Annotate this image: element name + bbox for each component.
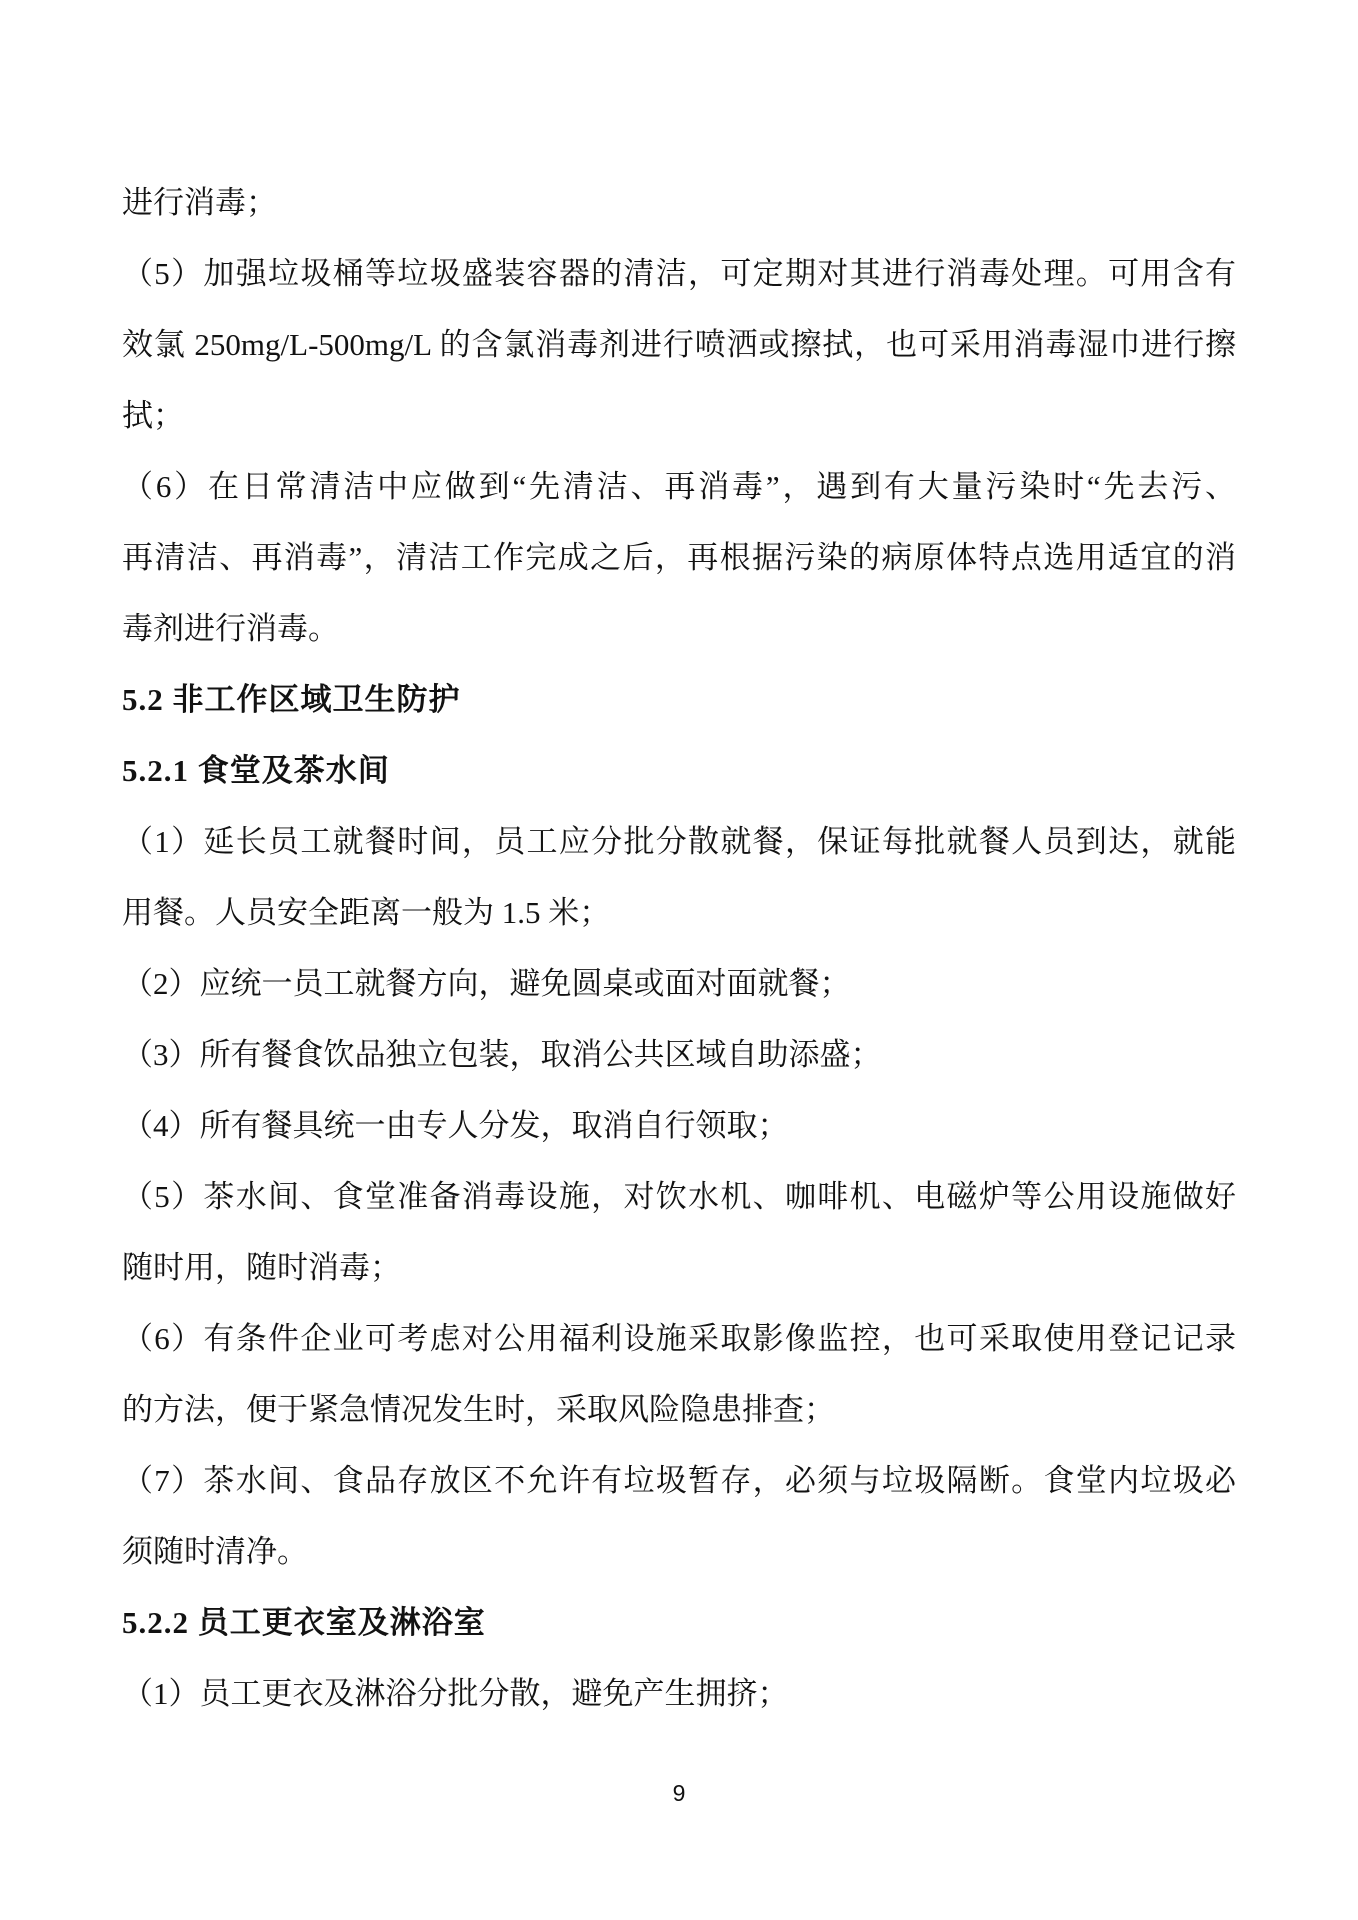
document-body — [122, 180, 1236, 1742]
page-number: 9 — [672, 1780, 686, 1806]
text-line: 随时用，随时消毒； — [122, 1250, 401, 1285]
text-line: （6）在日常清洁中应做到“先清洁、再消毒”，遇到有大量污染时“先去污、 — [122, 469, 1236, 504]
text-line: 用餐。人员安全距离一般为 1.5 米； — [122, 895, 611, 930]
text-line: 的方法，便于紧急情况发生时，采取风险隐患排查； — [122, 1392, 835, 1427]
text-line: （5）茶水间、食堂准备消毒设施，对饮水机、咖啡机、电磁炉等公用设施做好 — [122, 1179, 1236, 1214]
text-line: 须随时清净。 — [122, 1534, 308, 1569]
text-line: （4）所有餐具统一由专人分发，取消自行领取； — [122, 1108, 789, 1143]
text-line: 再清洁、再消毒”，清洁工作完成之后，再根据污染的病原体特点选用适宜的消 — [122, 540, 1236, 575]
text-line: （3）所有餐食饮品独立包装，取消公共区域自助添盛； — [122, 1037, 882, 1072]
text-line: （1）延长员工就餐时间，员工应分批分散就餐，保证每批就餐人员到达，就能 — [122, 824, 1236, 859]
text-line: 效氯 250mg/L-500mg/L 的含氯消毒剂进行喷洒或擦拭，也可采用消毒湿巾进行擦 — [122, 327, 1236, 362]
text-line: （6）有条件企业可考虑对公用福利设施采取影像监控，也可采取使用登记记录 — [122, 1321, 1236, 1356]
text-line: （5）加强垃圾桶等垃圾盛装容器的清洁，可定期对其进行消毒处理。可用含有 — [122, 256, 1236, 291]
text-line: 进行消毒； — [122, 185, 277, 220]
section-heading: 5.2 非工作区域卫生防护 — [122, 682, 461, 717]
section-heading: 5.2.1 食堂及茶水间 — [122, 753, 390, 788]
text-line: （2）应统一员工就餐方向，避免圆桌或面对面就餐； — [122, 966, 851, 1001]
section-heading: 5.2.2 员工更衣室及淋浴室 — [122, 1605, 486, 1640]
text-line: （1）员工更衣及淋浴分批分散，避免产生拥挤； — [122, 1676, 789, 1711]
text-line: 毒剂进行消毒。 — [122, 611, 339, 646]
text-line: 拭； — [122, 398, 184, 433]
text-line: （7）茶水间、食品存放区不允许有垃圾暂存，必须与垃圾隔断。食堂内垃圾必 — [122, 1463, 1236, 1498]
